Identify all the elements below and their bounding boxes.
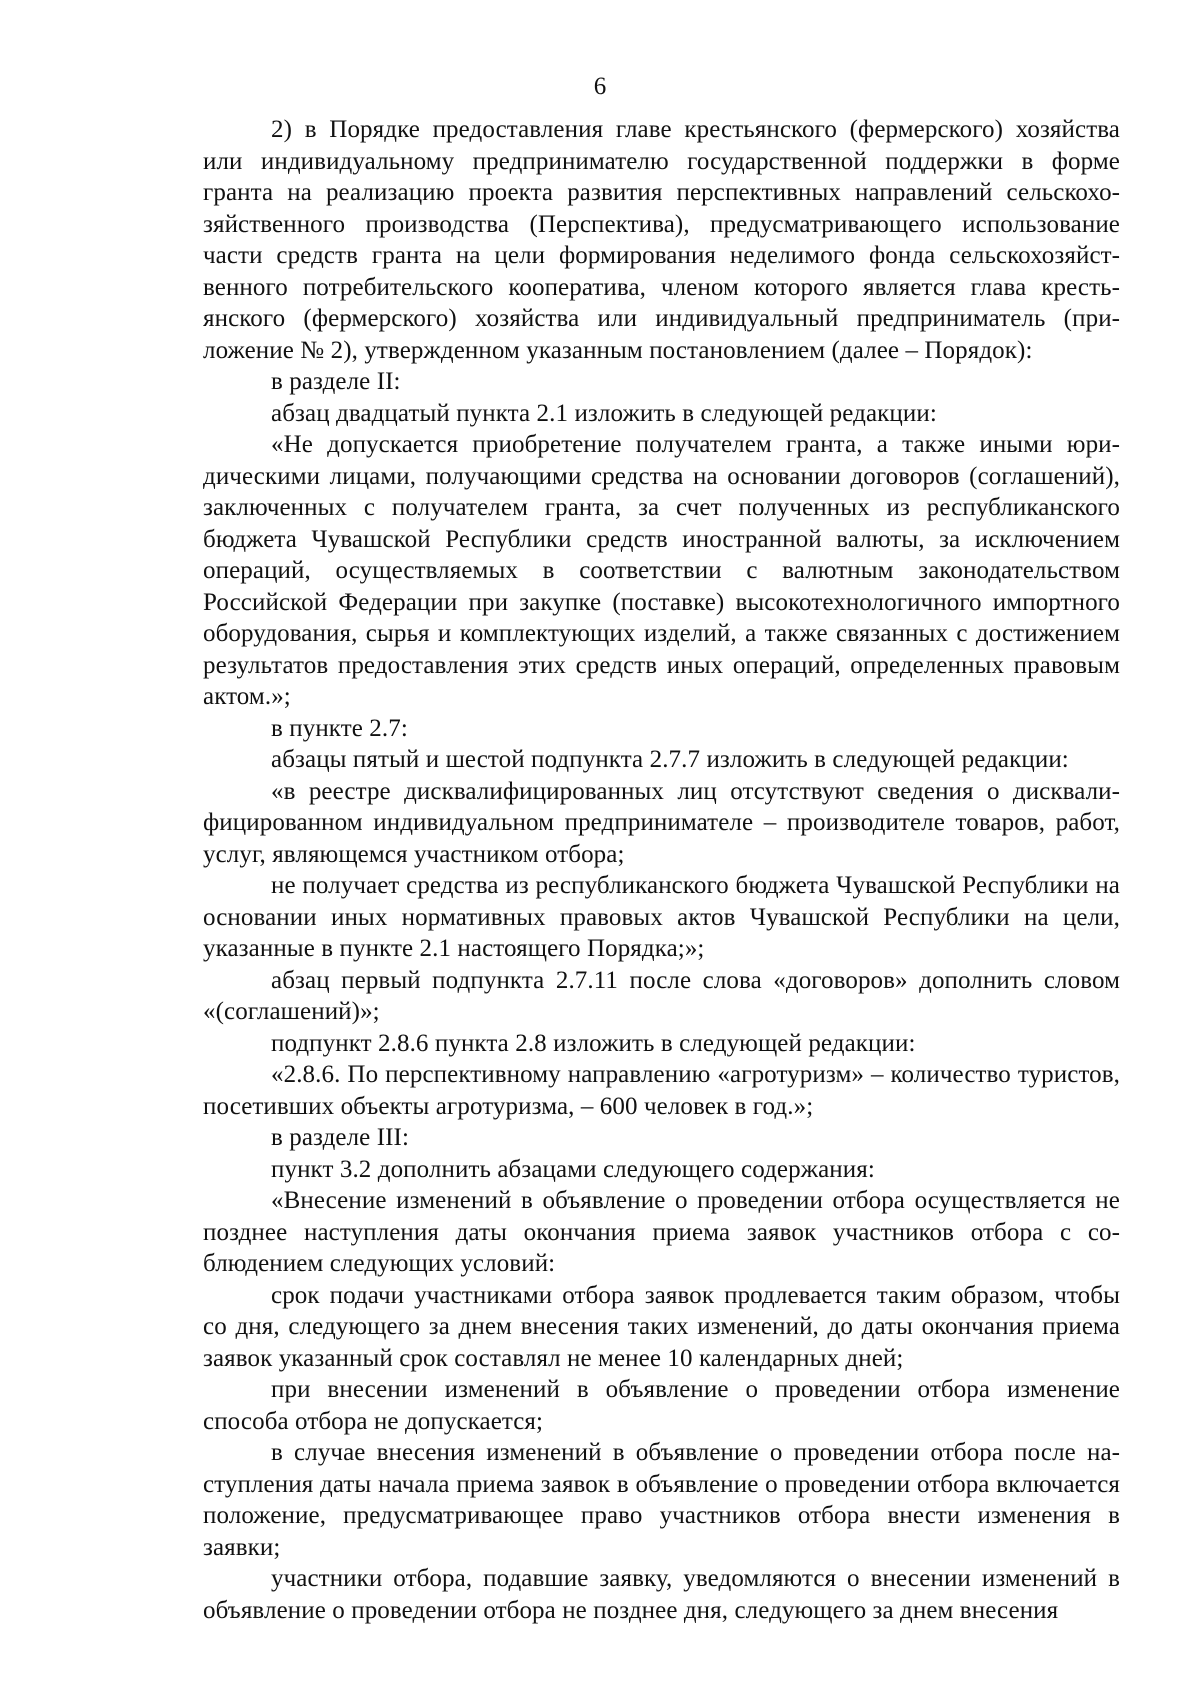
paragraph: 2) в Порядке предоставления главе крестьянского (фермерского) хозяйства или индивидуальному предпринимателю государственной поддержки в форме гранта на реализацию проекта развития перспективных направлений сельскохозяйственного производства (Перспектива), предусматривающего использование части средств гранта на цели формирования неделимого фонда сельскохозяйственного потребительского кооператива, членом которого является глава крестьянского (фермерского) хозяйства или индивидуальный предприниматель (приложение № 2), утвержденном указанным постановлением (далее – Порядок): <box>203 116 1120 364</box>
paragraph: «Не допускается приобретение получателем гранта, а также иными юридическими лицами, получающими средства на основании договоров (соглашений), заключенных с получателем гранта, за счет полученных из республиканского бюджета Чувашской Республики средств иностранной валюты, за исключением операций, осуществляемых в соответствии с валютным законодательством Российской Федерации при закупке (поставке) высокотехнологичного импортного оборудования, сырья и комплектующих изделий, а также связанных с достижением результатов предоставления этих средств иных операций, определенных правовым актом.»; <box>203 431 1120 710</box>
paragraph: абзац двадцатый пункта 2.1 изложить в следующей редакции: <box>271 399 937 427</box>
paragraph: абзацы пятый и шестой подпункта 2.7.7 изложить в следующей редакции: <box>271 746 1069 773</box>
paragraph: в случае внесения изменений в объявление о проведении отбора после наступления даты начала приема заявок в объявление о проведении отбора включается положение, предусматривающее право участников отбора внести изменения в заявки; <box>203 1439 1120 1561</box>
paragraph: в разделе II: <box>271 368 401 395</box>
paragraph: срок подачи участниками отбора заявок продлевается таким образом, чтобы со дня, следующего за днем внесения таких изменений, до даты окончания приема заявок указанный срок составлял не менее 10 календарных дней; <box>203 1281 1120 1372</box>
paragraph: «2.8.6. По перспективному направлению «агротуризм» – количество туристов, посетивших объекты агротуризма, – 600 человек в год.»; <box>203 1061 1120 1120</box>
paragraph: «в реестре дисквалифицированных лиц отсутствуют сведения о дисквалифицированном индивидуальном предпринимателе – производителе товаров, работ, услуг, являющемся участником отбора; <box>203 777 1120 868</box>
paragraph: «Внесение изменений в объявление о проведении отбора осуществляется не позднее наступления даты окончания приема заявок участников отбора с соблюдением следующих условий: <box>203 1187 1120 1277</box>
paragraph: при внесении изменений в объявление о проведении отбора изменение способа отбора не допускается; <box>203 1376 1120 1435</box>
page-number: 6 <box>593 73 607 100</box>
paragraph: абзац первый подпункта 2.7.11 после слова «договоров» дополнить словом «(соглашений)»; <box>203 966 1120 1025</box>
paragraph: подпункт 2.8.6 пункта 2.8 изложить в следующей редакции: <box>271 1029 916 1057</box>
paragraph: участники отбора, подавшие заявку, уведомляются о внесении изменений в объявление о проведении отбора не позднее дня, следующего за днем внесения <box>203 1565 1120 1624</box>
document-body <box>203 114 1120 1626</box>
paragraph: в пункте 2.7: <box>271 714 408 742</box>
paragraph: не получает средства из республиканского бюджета Чувашской Республики на основании иных нормативных правовых актов Чувашской Республики на цели, указанные в пункте 2.1 настоящего Порядка;»; <box>203 872 1120 962</box>
paragraph: пункт 3.2 дополнить абзацами следующего содержания: <box>271 1155 875 1183</box>
paragraph: в разделе III: <box>271 1124 410 1151</box>
